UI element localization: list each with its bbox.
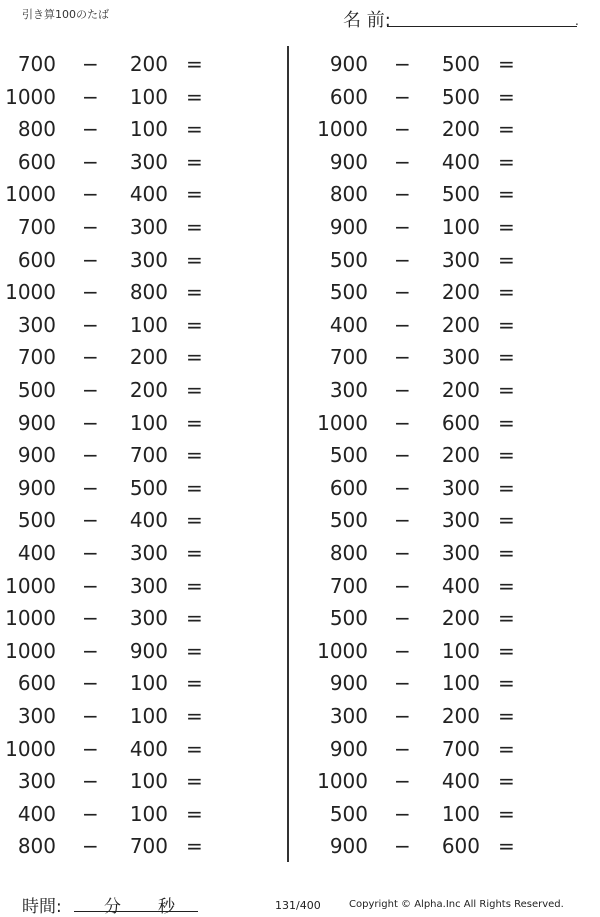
minus-sign: −: [82, 182, 99, 207]
minus-sign: −: [394, 280, 411, 305]
problem-row: [0, 570, 280, 602]
problem-row: [0, 700, 280, 732]
minus-sign: −: [82, 638, 99, 663]
minuend: 800: [329, 541, 368, 565]
problem-row: [312, 48, 592, 80]
minus-sign: −: [82, 215, 99, 239]
minus-sign: −: [82, 345, 99, 370]
equals-sign: =: [498, 606, 515, 631]
equals-sign: =: [498, 736, 515, 761]
minuend: 400: [17, 541, 56, 565]
subtrahend: 200: [441, 704, 480, 728]
equals-sign: =: [186, 475, 203, 500]
minus-sign: −: [394, 671, 411, 696]
problem-row: [312, 830, 592, 862]
problem-row: [0, 635, 280, 667]
minuend: 600: [17, 149, 56, 174]
minus-sign: −: [394, 84, 411, 109]
minuend: 900: [17, 410, 56, 435]
equals-sign: =: [186, 736, 203, 761]
equals-sign: =: [186, 149, 203, 174]
subtrahend: 300: [441, 345, 480, 370]
minus-sign: −: [82, 573, 99, 598]
minus-sign: −: [82, 443, 99, 468]
minus-sign: −: [394, 541, 411, 565]
problem-row: [312, 798, 592, 830]
equals-sign: =: [498, 117, 515, 142]
subtrahend: 200: [441, 378, 480, 402]
minuend: 900: [329, 834, 368, 859]
problem-row: [0, 407, 280, 439]
minuend: 300: [329, 378, 368, 402]
problem-row: [312, 504, 592, 536]
subtrahend: 200: [129, 345, 168, 370]
equals-sign: =: [498, 638, 515, 663]
subtrahend: 800: [129, 280, 168, 305]
subtrahend: 300: [129, 606, 168, 631]
subtrahend: 100: [441, 671, 480, 696]
equals-sign: =: [186, 410, 203, 435]
subtrahend: 700: [129, 443, 168, 468]
minuend: 1000: [317, 410, 368, 435]
equals-sign: =: [498, 704, 515, 728]
equals-sign: =: [498, 410, 515, 435]
minuend: 800: [17, 834, 56, 859]
minus-sign: −: [82, 834, 99, 859]
subtrahend: 400: [129, 182, 168, 207]
minus-sign: −: [394, 149, 411, 174]
equals-sign: =: [186, 801, 203, 826]
equals-sign: =: [186, 443, 203, 468]
problem-row: [312, 244, 592, 276]
equals-sign: =: [186, 508, 203, 533]
minus-sign: −: [394, 508, 411, 533]
problem-row: [312, 765, 592, 797]
subtrahend: 200: [441, 280, 480, 305]
equals-sign: =: [498, 541, 515, 565]
minus-sign: −: [394, 475, 411, 500]
equals-sign: =: [186, 182, 203, 207]
subtrahend: 400: [129, 508, 168, 533]
minus-sign: −: [394, 117, 411, 142]
copyright-notice: Copyright © Alpha.Inc All Rights Reserved.: [349, 899, 564, 910]
minuend: 600: [17, 671, 56, 696]
minuend: 300: [17, 312, 56, 337]
problem-row: [312, 309, 592, 341]
subtrahend: 100: [129, 704, 168, 728]
minuend: 500: [329, 280, 368, 305]
minus-sign: −: [82, 769, 99, 794]
problem-row: [312, 733, 592, 765]
minuend: 1000: [317, 638, 368, 663]
minuend: 800: [329, 182, 368, 207]
subtrahend: 100: [441, 215, 480, 239]
minus-sign: −: [394, 834, 411, 859]
minuend: 600: [329, 475, 368, 500]
minus-sign: −: [394, 215, 411, 239]
minus-sign: −: [394, 606, 411, 631]
time-label: 時間:: [22, 897, 62, 917]
minus-sign: −: [82, 378, 99, 402]
minuend: 900: [329, 671, 368, 696]
minuend: 1000: [5, 573, 56, 598]
minuend: 500: [329, 247, 368, 272]
equals-sign: =: [498, 84, 515, 109]
name-blank-line: [387, 26, 577, 27]
equals-sign: =: [498, 801, 515, 826]
subtrahend: 200: [129, 378, 168, 402]
minuend: 600: [17, 247, 56, 272]
equals-sign: =: [498, 378, 515, 402]
problem-row: [0, 472, 280, 504]
minuend: 900: [329, 149, 368, 174]
equals-sign: =: [186, 215, 203, 239]
equals-sign: =: [186, 312, 203, 337]
problem-row: [0, 374, 280, 406]
minuend: 300: [17, 769, 56, 794]
minus-sign: −: [82, 117, 99, 142]
worksheet-title: 引き算100のたば: [22, 8, 109, 21]
equals-sign: =: [498, 443, 515, 468]
minus-sign: −: [394, 247, 411, 272]
minuend: 700: [17, 345, 56, 370]
minus-sign: −: [82, 52, 99, 76]
minus-sign: −: [82, 247, 99, 272]
subtrahend: 300: [441, 541, 480, 565]
equals-sign: =: [186, 280, 203, 305]
minutes-label: 分: [104, 897, 121, 917]
minus-sign: −: [82, 410, 99, 435]
subtrahend: 300: [129, 541, 168, 565]
equals-sign: =: [498, 345, 515, 370]
problem-row: [0, 341, 280, 373]
minus-sign: −: [394, 801, 411, 826]
minus-sign: −: [82, 541, 99, 565]
minus-sign: −: [394, 443, 411, 468]
minuend: 700: [329, 345, 368, 370]
equals-sign: =: [498, 769, 515, 794]
minuend: 900: [329, 736, 368, 761]
equals-sign: =: [498, 149, 515, 174]
minus-sign: −: [82, 801, 99, 826]
subtrahend: 100: [129, 117, 168, 142]
equals-sign: =: [186, 378, 203, 402]
subtrahend: 300: [129, 573, 168, 598]
subtrahend: 500: [441, 52, 480, 76]
equals-sign: =: [498, 508, 515, 533]
minus-sign: −: [394, 638, 411, 663]
problem-row: [0, 81, 280, 113]
problem-row: [0, 537, 280, 569]
minus-sign: −: [82, 671, 99, 696]
minus-sign: −: [394, 769, 411, 794]
subtrahend: 300: [441, 475, 480, 500]
column-divider: [287, 46, 289, 862]
minus-sign: −: [82, 704, 99, 728]
subtrahend: 100: [129, 769, 168, 794]
name-label: 名 前:: [343, 10, 391, 31]
equals-sign: =: [186, 345, 203, 370]
problem-row: [312, 570, 592, 602]
minuend: 400: [17, 801, 56, 826]
equals-sign: =: [498, 215, 515, 239]
subtrahend: 200: [441, 443, 480, 468]
problem-row: [312, 439, 592, 471]
minus-sign: −: [394, 182, 411, 207]
minuend: 1000: [317, 117, 368, 142]
equals-sign: =: [186, 573, 203, 598]
minuend: 300: [329, 704, 368, 728]
minuend: 900: [17, 475, 56, 500]
subtrahend: 200: [441, 606, 480, 631]
subtrahend: 600: [441, 834, 480, 859]
minuend: 700: [329, 573, 368, 598]
minuend: 1000: [5, 736, 56, 761]
equals-sign: =: [186, 834, 203, 859]
minuend: 1000: [5, 280, 56, 305]
equals-sign: =: [498, 247, 515, 272]
minuend: 600: [329, 84, 368, 109]
minuend: 800: [17, 117, 56, 142]
equals-sign: =: [498, 182, 515, 207]
minus-sign: −: [82, 508, 99, 533]
problem-row: [312, 635, 592, 667]
minuend: 500: [17, 378, 56, 402]
problem-row: [0, 733, 280, 765]
equals-sign: =: [186, 704, 203, 728]
equals-sign: =: [186, 541, 203, 565]
problem-row: [0, 113, 280, 145]
minuend: 300: [17, 704, 56, 728]
problem-row: [312, 113, 592, 145]
minuend: 400: [329, 312, 368, 337]
problem-row: [0, 244, 280, 276]
equals-sign: =: [186, 606, 203, 631]
minuend: 1000: [5, 182, 56, 207]
problem-row: [0, 602, 280, 634]
time-blank-line: [74, 911, 198, 912]
subtrahend: 100: [129, 84, 168, 109]
minus-sign: −: [394, 410, 411, 435]
subtrahend: 400: [441, 149, 480, 174]
problem-row: [312, 407, 592, 439]
problem-row: [312, 341, 592, 373]
minus-sign: −: [394, 52, 411, 76]
subtrahend: 100: [129, 410, 168, 435]
problem-row: [0, 178, 280, 210]
page-number: 131/400: [275, 899, 321, 912]
problem-row: [0, 211, 280, 243]
problem-row: [0, 146, 280, 178]
subtrahend: 500: [129, 475, 168, 500]
minus-sign: −: [394, 704, 411, 728]
problem-row: [0, 48, 280, 80]
minuend: 500: [17, 508, 56, 533]
minus-sign: −: [394, 312, 411, 337]
equals-sign: =: [498, 671, 515, 696]
subtrahend: 100: [129, 312, 168, 337]
subtrahend: 200: [441, 117, 480, 142]
minuend: 900: [17, 443, 56, 468]
minuend: 1000: [317, 769, 368, 794]
subtrahend: 100: [129, 801, 168, 826]
subtrahend: 500: [441, 84, 480, 109]
minus-sign: −: [82, 606, 99, 631]
name-dot: .: [575, 14, 579, 28]
subtrahend: 300: [129, 215, 168, 239]
problem-row: [0, 667, 280, 699]
equals-sign: =: [186, 769, 203, 794]
minuend: 500: [329, 443, 368, 468]
minus-sign: −: [82, 280, 99, 305]
minuend: 900: [329, 215, 368, 239]
subtrahend: 300: [441, 247, 480, 272]
minuend: 500: [329, 801, 368, 826]
subtrahend: 700: [441, 736, 480, 761]
seconds-label: 秒: [158, 897, 175, 917]
problem-row: [312, 178, 592, 210]
subtrahend: 300: [129, 247, 168, 272]
subtrahend: 400: [441, 769, 480, 794]
problem-row: [0, 765, 280, 797]
equals-sign: =: [186, 247, 203, 272]
subtrahend: 900: [129, 638, 168, 663]
equals-sign: =: [498, 475, 515, 500]
minus-sign: −: [394, 378, 411, 402]
minuend: 700: [17, 215, 56, 239]
subtrahend: 200: [441, 312, 480, 337]
subtrahend: 500: [441, 182, 480, 207]
problem-row: [0, 439, 280, 471]
subtrahend: 400: [441, 573, 480, 598]
problem-row: [312, 667, 592, 699]
equals-sign: =: [498, 280, 515, 305]
problem-row: [312, 81, 592, 113]
problem-row: [312, 211, 592, 243]
minus-sign: −: [394, 736, 411, 761]
minus-sign: −: [82, 84, 99, 109]
minus-sign: −: [82, 312, 99, 337]
equals-sign: =: [498, 834, 515, 859]
equals-sign: =: [186, 117, 203, 142]
problem-row: [312, 700, 592, 732]
minuend: 500: [329, 508, 368, 533]
equals-sign: =: [498, 573, 515, 598]
equals-sign: =: [186, 84, 203, 109]
minus-sign: −: [82, 149, 99, 174]
minuend: 1000: [5, 84, 56, 109]
problem-row: [312, 472, 592, 504]
minuend: 500: [329, 606, 368, 631]
minus-sign: −: [82, 736, 99, 761]
problem-row: [0, 830, 280, 862]
equals-sign: =: [498, 312, 515, 337]
subtrahend: 600: [441, 410, 480, 435]
problem-row: [312, 146, 592, 178]
subtrahend: 200: [129, 52, 168, 76]
minuend: 1000: [5, 638, 56, 663]
equals-sign: =: [186, 52, 203, 76]
problem-row: [0, 504, 280, 536]
problem-row: [312, 276, 592, 308]
subtrahend: 700: [129, 834, 168, 859]
problem-row: [312, 602, 592, 634]
problem-row: [0, 276, 280, 308]
problem-row: [312, 374, 592, 406]
subtrahend: 300: [129, 149, 168, 174]
subtrahend: 300: [441, 508, 480, 533]
subtrahend: 100: [441, 801, 480, 826]
problem-row: [0, 309, 280, 341]
equals-sign: =: [186, 671, 203, 696]
equals-sign: =: [186, 638, 203, 663]
minus-sign: −: [394, 573, 411, 598]
minuend: 900: [329, 52, 368, 76]
equals-sign: =: [498, 52, 515, 76]
subtrahend: 100: [441, 638, 480, 663]
minus-sign: −: [394, 345, 411, 370]
minuend: 1000: [5, 606, 56, 631]
minus-sign: −: [82, 475, 99, 500]
minuend: 700: [17, 52, 56, 76]
problem-row: [312, 537, 592, 569]
subtrahend: 100: [129, 671, 168, 696]
subtrahend: 400: [129, 736, 168, 761]
problem-row: [0, 798, 280, 830]
